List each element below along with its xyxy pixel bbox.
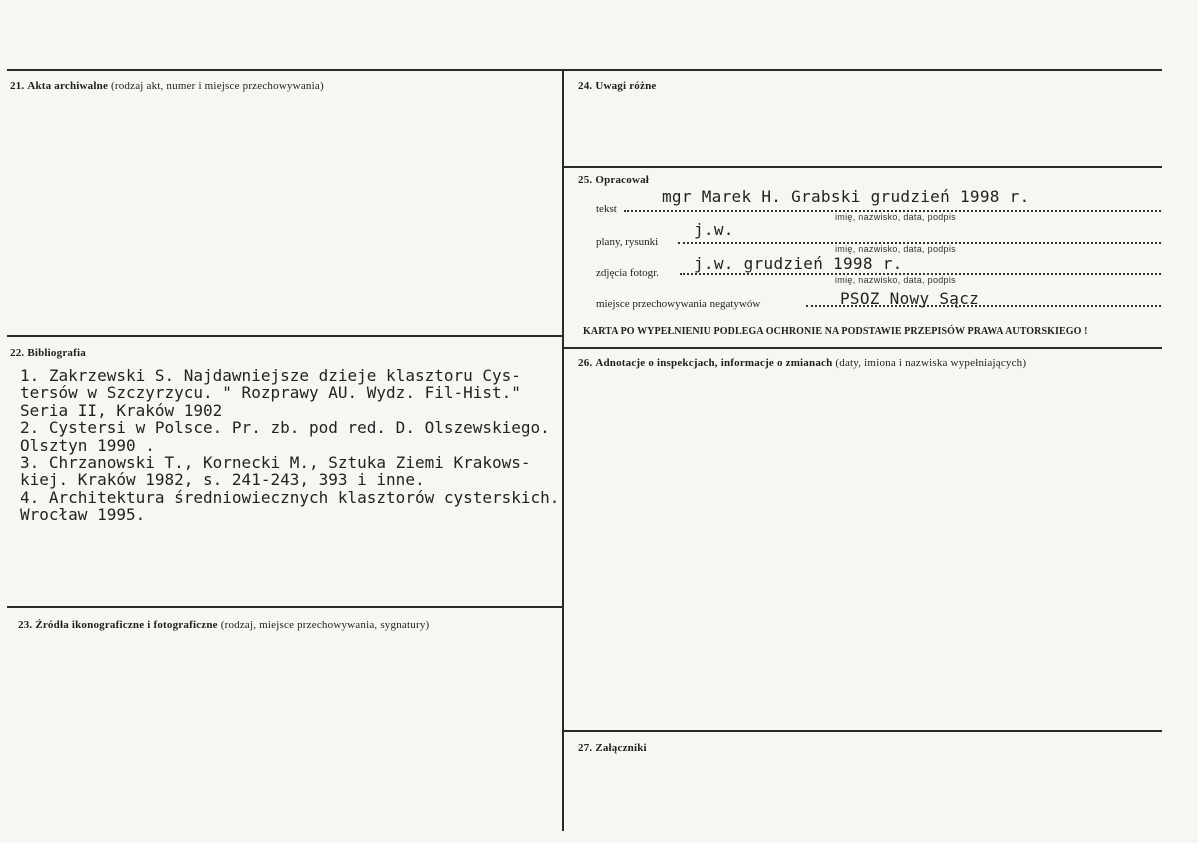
bibliography-line: kiej. Kraków 1982, s. 241-243, 393 i inne. — [20, 470, 425, 490]
negatywy-value: PSOZ Nowy Sącz — [840, 289, 980, 308]
section-21-heading: 21. Akta archiwalne (rodzaj akt, numer i miejsce przechowywania) — [10, 80, 324, 92]
bibliography-line: 1. Zakrzewski S. Najdawniejsze dzieje klasztoru Cys- — [20, 366, 521, 385]
bibliography-line: tersów w Szczyrzycu. " Rozprawy AU. Wydz. Fil-Hist." — [20, 383, 521, 403]
bibliography-list — [20, 367, 559, 524]
tekst-caption: imię, nazwisko, data, podpis — [835, 212, 956, 222]
copyright-notice: KARTA PO WYPEŁNIENIU PODLEGA OCHRONIE NA PODSTAWIE PRZEPISÓW PRAWA AUTORSKIEGO ! — [583, 326, 1088, 337]
tekst-value: mgr Marek H. Grabski grudzień 1998 r. — [662, 187, 1030, 206]
bibliography-line: Wrocław 1995. — [20, 505, 146, 525]
zdjecia-caption: imię, nazwisko, data, podpis — [835, 275, 956, 285]
bibliography-line: Olsztyn 1990 . — [20, 435, 155, 455]
section-26-heading: 26. Adnotacje o inspekcjach, informacje o zmianach (daty, imiona i nazwiska wypełniających) — [578, 357, 1027, 369]
tekst-label: tekst — [596, 203, 617, 215]
rule-26-27 — [563, 730, 1162, 732]
top-rule — [7, 69, 1162, 71]
negatywy-label: miejsce przechowywania negatywów — [596, 298, 761, 310]
zdjecia-label: zdjęcia fotogr. — [596, 267, 659, 279]
section-27-heading: 27. Załączniki — [578, 742, 647, 754]
bibliography-line: Seria II, Kraków 1902 — [20, 400, 223, 420]
zdjecia-value: j.w. grudzień 1998 r. — [694, 254, 903, 273]
section-23-heading: 23. Źródła ikonograficzne i fotograficzne (rodzaj, miejsce przechowywania, sygnatury) — [18, 619, 430, 631]
rule-22-23 — [7, 606, 563, 608]
bibliography-line: 4. Architektura średniowiecznych klasztorów cysterskich. — [20, 487, 560, 507]
section-25-heading: 25. Opracował — [578, 174, 650, 186]
rule-21-22 — [7, 335, 563, 337]
bibliography-line: 3. Chrzanowski T., Kornecki M., Sztuka Ziemi Krakows- — [20, 453, 531, 473]
plany-label: plany, rysunki — [596, 236, 659, 248]
plany-value: j.w. — [694, 220, 734, 239]
plany-caption: imię, nazwisko, data, podpis — [835, 244, 956, 254]
section-24-heading: 24. Uwagi różne — [578, 80, 657, 92]
rule-25-26 — [563, 347, 1162, 349]
bibliography-line: 2. Cystersi w Polsce. Pr. zb. pod red. D. Olszewskiego. — [20, 418, 550, 438]
center-divider — [562, 69, 564, 831]
rule-24-25 — [563, 166, 1162, 168]
section-22-heading: 22. Bibliografia — [10, 347, 86, 359]
